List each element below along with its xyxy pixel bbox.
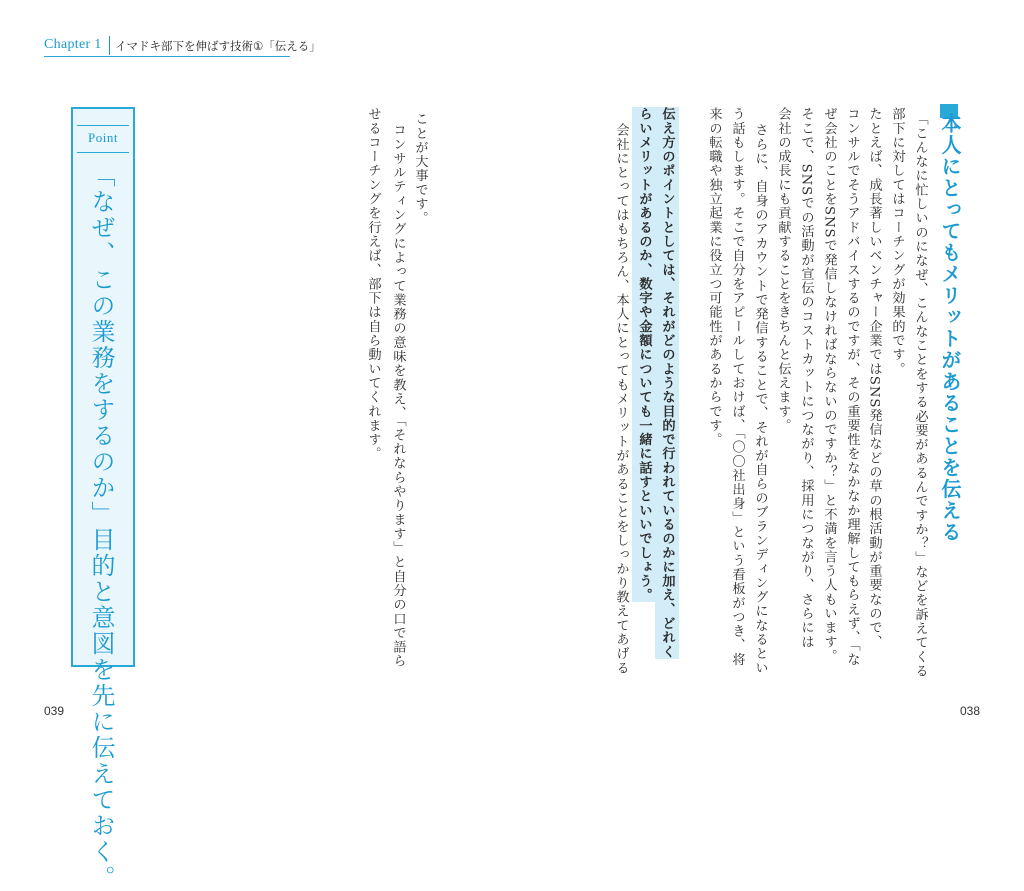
section-heading: 本人にとってもメリットがあることを伝える [938,113,962,543]
point-label-text: Point [88,130,118,145]
point-text: 「なぜ、この業務をするのか」目的と意図を先に伝えておく。 [87,163,115,891]
point-label [77,125,129,153]
right-line-12-highlight: らいメリットがあるのか、数字や金額についても一緒に話すといいでしょう。 [632,107,656,602]
left-line-1: ことが大事です。 [412,112,428,226]
right-line-10: 来の転職や独立起業に役立つ可能性があるからです。 [706,107,722,447]
right-line-11-highlight: 伝え方のポイントとしては、それがどのような目的で行われているのかに加え、どれく [655,107,679,659]
right-line-13: 会社にとってはもちろん、本人にとってもメリットがあることをしっかり教えてあげる [613,123,629,675]
right-line-2: 部下に対してはコーチングが効果的です。 [889,107,905,376]
right-line-7: 会社の成長にも貢献することをきちんと伝えます。 [775,107,791,433]
chapter-title: イマドキ部下を伸ばす技術①「伝える」 [115,39,321,53]
right-line-1: 「こんなに忙しいのになぜ、こんなことをする必要があるんですか？」などを訴えてくる [912,112,928,678]
left-line-2: コンサルティングによって業務の意味を教え、「それならやります」と自分の口で語ら [390,123,406,669]
right-line-6: そこで、SNSでの活動が宣伝のコストカットにつながり、採用につながり、さらには [798,107,814,649]
left-line-3: せるコーチングを行えば、部下は自ら動いてくれます。 [365,107,381,461]
right-line-4: コンサルでそうアドバイスするのですが、その重要性をなかなか理解してもらえず、「な [844,107,860,667]
running-header [44,36,321,57]
page-number-right: 038 [960,704,981,718]
header-divider [109,36,110,55]
chapter-label: Chapter 1 [44,37,102,52]
right-line-8: さらに、自身のアカウントで発信することで、それが自らのブランディングになるとい [752,123,768,675]
right-line-5: ぜ会社のことをSNSで発信しなければならないのですか？」と不満を言う人もいます。 [821,107,837,664]
page-number-left: 039 [44,704,65,718]
right-line-9: う話もします。そこで自分をアピールしておけば、「〇〇社出身」という看板がつき、将 [729,107,745,667]
point-box [71,107,135,891]
right-line-3: たとえば、成長著しいベンチャー企業ではSNS発信などの草の根活動が重要なので、 [866,107,882,649]
